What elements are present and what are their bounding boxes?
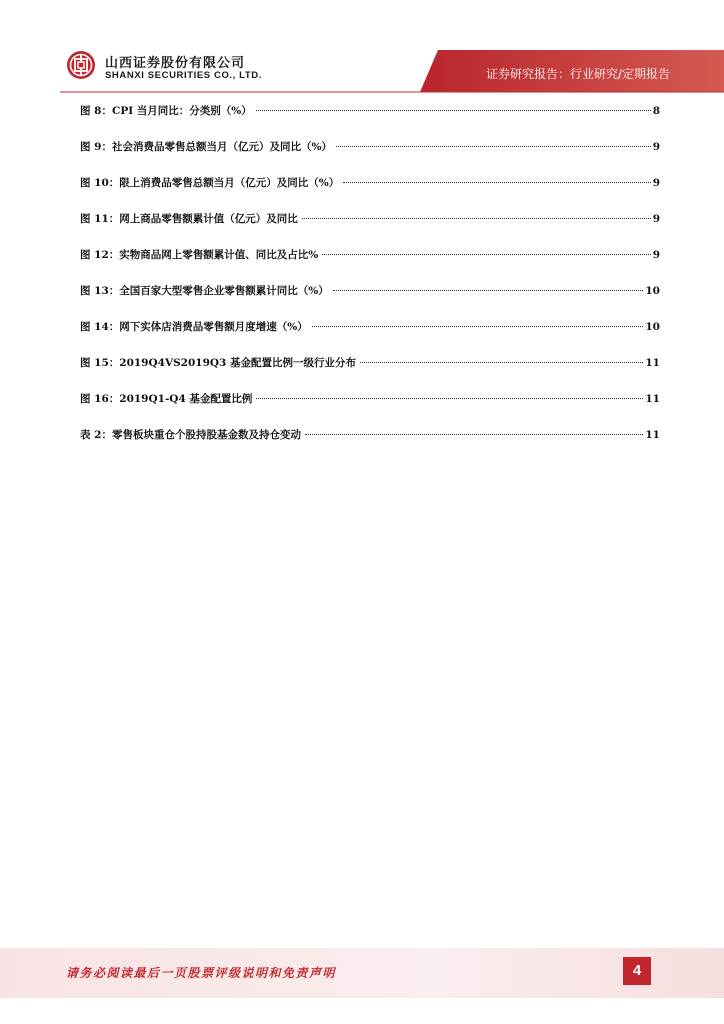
toc-entry-label: 图 14：网下实体店消费品零售额月度增速（%）: [80, 321, 308, 333]
toc-entry-label: 图 11：网上商品零售额累计值（亿元）及同比: [80, 213, 298, 225]
dot-leader: [256, 398, 643, 399]
toc-entry-page: 10: [645, 321, 660, 333]
toc-entry-label: 图 15：2019Q4VS2019Q3 基金配置比例一级行业分布: [80, 357, 357, 369]
toc-entry[interactable]: [80, 102, 660, 138]
toc-entry-label: 图 9：社会消费品零售总额当月（亿元）及同比（%）: [80, 141, 332, 153]
toc-entry[interactable]: [80, 246, 660, 282]
page-footer: [0, 948, 724, 998]
toc-entry-label: 图 8：CPI 当月同比：分类别（%）: [80, 105, 252, 117]
toc-entry-page: 10: [645, 285, 660, 297]
dot-leader: [343, 182, 650, 183]
dot-leader: [305, 434, 643, 435]
header-banner: [0, 0, 724, 100]
company-name-cn: 山西证券股份有限公司: [105, 56, 246, 71]
toc-entry-label: 图 12：实物商品网上零售额累计值、同比及占比%: [80, 249, 319, 261]
figure-list: [80, 102, 660, 462]
toc-entry-page: 11: [645, 393, 660, 405]
disclaimer-notice: 请务必阅读最后一页股票评级说明和免责声明: [66, 966, 337, 980]
dot-leader: [256, 110, 651, 111]
toc-entry-label: 图 16：2019Q1-Q4 基金配置比例: [80, 393, 253, 405]
toc-entry[interactable]: [80, 390, 660, 426]
dot-leader: [333, 290, 644, 291]
toc-entry[interactable]: [80, 426, 660, 462]
toc-entry-page: 9: [652, 213, 660, 225]
toc-entry-page: 11: [645, 429, 660, 441]
dot-leader: [302, 218, 651, 219]
toc-entry-page: 9: [652, 249, 660, 261]
toc-entry[interactable]: [80, 282, 660, 318]
toc-entry[interactable]: [80, 318, 660, 354]
page-header: [0, 0, 724, 100]
toc-entry-label: 图 10：限上消费品零售总额当月（亿元）及同比（%）: [80, 177, 340, 189]
toc-entry[interactable]: [80, 354, 660, 390]
page-number: 4: [623, 957, 651, 985]
company-logo-icon: [66, 50, 96, 80]
toc-entry[interactable]: [80, 174, 660, 210]
dot-leader: [322, 254, 650, 255]
toc-entry-label: 表 2：零售板块重仓个股持股基金数及持仓变动: [80, 429, 301, 441]
company-name-en: SHANXI SECURITIES CO., LTD.: [105, 70, 262, 81]
toc-entry[interactable]: [80, 210, 660, 246]
dot-leader: [336, 146, 651, 147]
toc-entry-page: 11: [645, 357, 660, 369]
dot-leader: [312, 326, 644, 327]
toc-entry-page: 8: [652, 105, 660, 117]
dot-leader: [360, 362, 643, 363]
toc-entry-page: 9: [652, 141, 660, 153]
toc-entry-label: 图 13：全国百家大型零售企业零售额累计同比（%）: [80, 285, 329, 297]
toc-entry-page: 9: [652, 177, 660, 189]
toc-entry[interactable]: [80, 138, 660, 174]
report-type-label: 证券研究报告：行业研究/定期报告: [485, 67, 670, 81]
